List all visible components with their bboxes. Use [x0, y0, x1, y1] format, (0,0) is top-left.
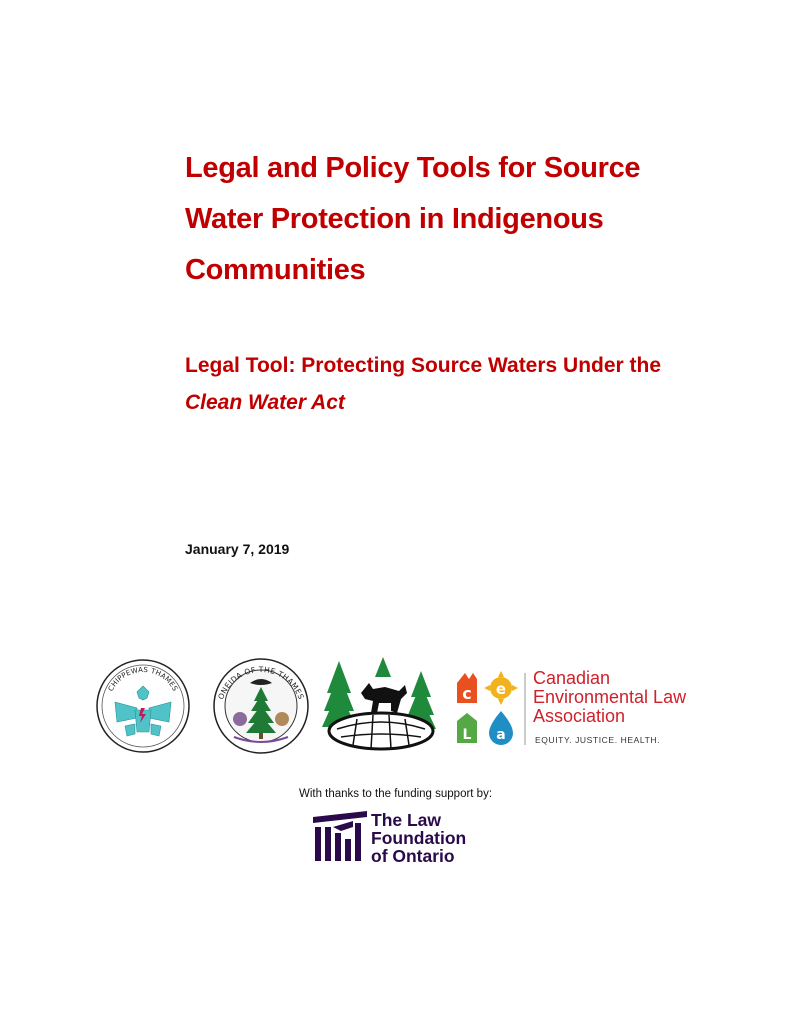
- law-foundation-mark: [313, 811, 367, 863]
- lfo-line: Foundation: [371, 828, 467, 848]
- cela-mark: [453, 669, 529, 747]
- wolf-turtle-logo: [321, 653, 441, 753]
- document-title: [185, 143, 705, 296]
- lfo-line: of Ontario: [371, 846, 455, 866]
- svg-text:c: c: [462, 684, 472, 703]
- svg-text:e: e: [495, 680, 507, 698]
- document-subtitle: [185, 347, 725, 421]
- oneida-logo: [212, 657, 310, 755]
- subtitle-line: Legal Tool: Protecting Source Waters Under the: [185, 354, 662, 377]
- law-foundation-name: [371, 811, 466, 865]
- cela-name-line: Association: [533, 706, 626, 726]
- funding-thanks: With thanks to the funding support by:: [298, 788, 493, 800]
- cela-name: [533, 669, 686, 726]
- svg-text:L: L: [462, 727, 472, 743]
- title-line: Water Protection in Indigenous: [185, 203, 604, 235]
- svg-text:CHIPPEWAS THAMES: CHIPPEWAS THAMES: [106, 665, 180, 693]
- subtitle-act-name: Clean Water Act: [185, 391, 345, 414]
- cela-name-line: Canadian: [533, 668, 611, 688]
- document-date: January 7, 2019: [185, 541, 290, 557]
- svg-text:ONEIDA OF THE THAMES: ONEIDA OF THE THAMES: [216, 664, 306, 701]
- title-line: Legal and Policy Tools for Source: [185, 152, 641, 184]
- title-line: Communities: [185, 254, 366, 286]
- cela-name-line: Environmental Law: [533, 687, 687, 707]
- partner-logos: [95, 653, 715, 753]
- svg-text:a: a: [496, 727, 506, 743]
- cela-tagline: EQUITY. JUSTICE. HEALTH.: [535, 735, 661, 745]
- lfo-line: The Law: [371, 810, 442, 830]
- law-foundation-logo: [313, 811, 513, 866]
- chippewas-logo: [95, 658, 191, 754]
